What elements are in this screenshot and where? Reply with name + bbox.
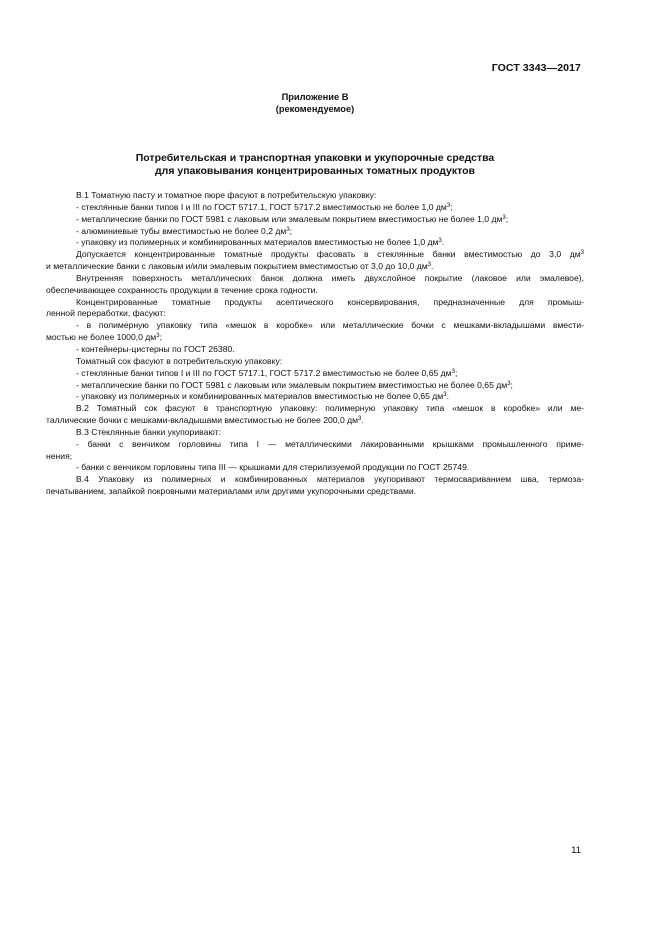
list-item: - стеклянные банки типов I и III по ГОСТ 5717.1, ГОСТ 5717.2 вместимостью не более 0,65 $дм^3$; [76,367,458,378]
paragraph-b2-cont: таллические бочки с мешками-вкладышами вместимостью не более 200,0 $дм^3$. [46,415,364,426]
list-item-cont: нения; [46,450,73,461]
document-body [46,190,584,498]
section-title-line-1: Потребительская и транспортная упаковки и укупорочные средства [135,152,495,164]
page-number: 11 [571,845,581,856]
paragraph-b3: В.3 Стеклянные банки укупоривают: [76,426,221,437]
paragraph-allowed-jars: Допускается концентрированные томатные продукты фасовать в стеклянные банки вместимостью до 3,0 $дм^3$ [76,249,584,260]
list-item: - упаковку из полимерных и комбинированных материалов вместимостью не более 0,65 $дм^3$. [76,391,449,402]
paragraph-b2: В.2 Томатный сок фасуют в транспортную упаковку: полимерную упаковку типа «мешок в коробке» или ме- [76,403,584,414]
section-title [0,152,630,178]
list-item: - металлические банки по ГОСТ 5981 с лаковым или эмалевым покрытием вместимостью не более 0,65 $дм^3$; [76,379,513,390]
section-title-line-2: для упаковывания концентрированных томатных продуктов [154,165,475,177]
paragraph-inner-coating: Внутренняя поверхность металлических банок должна иметь двухслойное покрытие (лаковое или эмалевое), [76,272,584,283]
paragraph-b4-cont: печатыванием, запайкой покровными материалами или другими укупорочными средствами. [46,486,417,497]
appendix-heading [0,91,630,115]
list-item: - упаковку из полимерных и комбинированных материалов вместимостью не более 1,0 $дм^3$. [76,237,445,248]
paragraph-juice-consumer: Томатный сок фасуют в потребительскую упаковку: [76,355,283,366]
paragraph-inner-coating-cont: обеспечивающее сохранность продукции в течение срока годности. [46,284,318,295]
appendix-status: (рекомендуемое) [275,104,355,114]
paragraph-b4: В.4 Упаковку из полимерных и комбинированных материалов укупоривают термосвариванием шва, термоза- [76,474,584,485]
appendix-label: Приложение В [281,92,349,102]
list-item: - контейнеры-цистерны по ГОСТ 26380. [76,343,235,354]
paragraph-aseptic: Концентрированные томатные продукты асептического консервирования, предназначенные для промыш- [76,296,584,307]
list-item: - стеклянные банки типов I и III по ГОСТ 5717.1, ГОСТ 5717.2 вместимостью не более 1,0 $дм^3$; [76,201,453,212]
list-item: - банки с венчиком горловины типа III — крышками для стерилизуемой продукции по ГОСТ 25749. [76,462,470,473]
list-item: - банки с венчиком горловины типа I — металлическими лакированными крышками промышленного приме- [76,438,584,449]
document-code: ГОСТ 3343—2017 [491,62,581,74]
paragraph-b1-intro: В.1 Томатную пасту и томатное пюре фасуют в потребительскую упаковку: [76,190,377,200]
paragraph-allowed-jars-cont: и металлические банки с лаковым и/или эмалевым покрытием вместимостью от 3,0 до 10,0 $дм^3$. [46,261,434,272]
paragraph-aseptic-cont: ленной переработки, фасуют: [46,308,166,319]
list-item: - в полимерную упаковку типа «мешок в коробке» или металлические бочки с мешками-вкладышами вмести- [76,320,584,331]
list-item: - металлические банки по ГОСТ 5981 с лаковым или эмалевым покрытием вместимостью не более 1,0 $дм^3$; [76,213,509,224]
list-item-cont: мостью не более 1000,0 $дм^3$; [46,332,162,343]
list-item: - алюминиевые тубы вместимостью не более 0,2 $дм^3$; [76,225,293,236]
